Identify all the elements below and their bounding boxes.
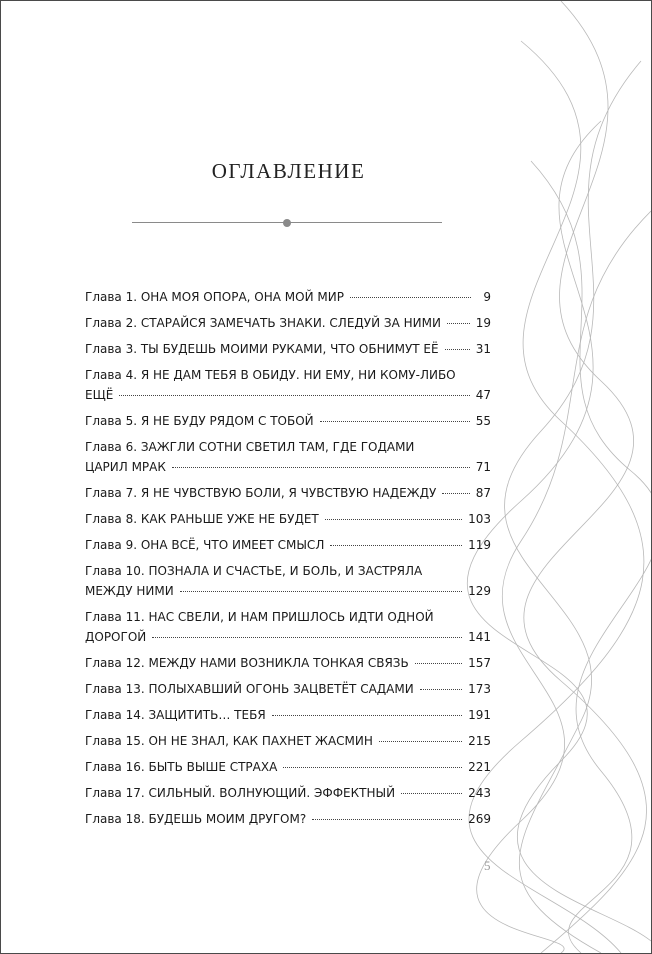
toc-entry-title: ДОРОГОЙ (85, 630, 147, 644)
divider-dot (283, 219, 291, 227)
dot-leader (180, 591, 462, 592)
toc-entry-title: Глава 7. Я НЕ ЧУВСТВУЮ БОЛИ, Я ЧУВСТВУЮ НАДЕЖДУ (85, 486, 437, 500)
toc-entry (85, 561, 491, 601)
toc-page-number: 191 (468, 708, 491, 722)
dot-leader (330, 545, 462, 546)
toc-entry (85, 783, 491, 803)
dot-leader (320, 421, 470, 422)
toc-page-number: 269 (468, 812, 491, 826)
toc-page-number: 103 (468, 512, 491, 526)
toc-page-number: 19 (475, 316, 491, 330)
toc-entry (85, 509, 491, 529)
toc-page-number: 119 (468, 538, 491, 552)
toc-entry-title: Глава 13. ПОЛЫХАВШИЙ ОГОНЬ ЗАЦВЕТЁТ САДАМИ (85, 682, 414, 696)
toc-entry (85, 535, 491, 555)
toc-entry-title: Глава 1. ОНА МОЯ ОПОРА, ОНА МОЙ МИР (85, 290, 344, 304)
toc-entry (85, 607, 491, 647)
toc-entry-title: Глава 3. ТЫ БУДЕШЬ МОИМИ РУКАМИ, ЧТО ОБНИМУТ ЕЁ (85, 342, 439, 356)
toc-entry-title: Глава 2. СТАРАЙСЯ ЗАМЕЧАТЬ ЗНАКИ. СЛЕДУЙ ЗА НИМИ (85, 316, 441, 330)
dot-leader (283, 767, 462, 768)
dot-leader (312, 819, 462, 820)
table-of-contents (85, 287, 491, 829)
toc-entry (85, 313, 491, 333)
toc-page-number: 87 (475, 486, 491, 500)
toc-entry (85, 731, 491, 751)
toc-page-number: 157 (468, 656, 491, 670)
toc-entry (85, 653, 491, 673)
toc-page-number: 141 (468, 630, 491, 644)
toc-entry (85, 483, 491, 503)
toc-entry-title: Глава 16. БЫТЬ ВЫШЕ СТРАХА (85, 760, 278, 774)
toc-page-number: 215 (468, 734, 491, 748)
toc-entry (85, 679, 491, 699)
toc-page-number: 71 (475, 460, 491, 474)
dot-leader (415, 663, 462, 664)
toc-entry (85, 365, 491, 405)
toc-entry-title: Глава 14. ЗАЩИТИТЬ… ТЕБЯ (85, 708, 266, 722)
toc-entry-title: Глава 17. СИЛЬНЫЙ. ВОЛНУЮЩИЙ. ЭФФЕКТНЫЙ (85, 786, 396, 800)
toc-entry-title: Глава 18. БУДЕШЬ МОИМ ДРУГОМ? (85, 812, 307, 826)
toc-entry-title: ЦАРИЛ МРАК (85, 460, 166, 474)
toc-page-number: 173 (468, 682, 491, 696)
toc-entry-title: Глава 8. КАК РАНЬШЕ УЖЕ НЕ БУДЕТ (85, 512, 319, 526)
toc-entry (85, 757, 491, 777)
dot-leader (445, 349, 470, 350)
toc-page-number: 243 (468, 786, 491, 800)
dot-leader (272, 715, 462, 716)
toc-entry-title: ЕЩЁ (85, 388, 114, 402)
toc-entry (85, 411, 491, 431)
dot-leader (379, 741, 462, 742)
dot-leader (420, 689, 462, 690)
dot-leader (350, 297, 471, 298)
dot-leader (119, 395, 469, 396)
toc-page-number: 129 (468, 584, 491, 598)
toc-page-number: 55 (475, 414, 491, 428)
toc-entry (85, 437, 491, 477)
toc-entry (85, 705, 491, 725)
dot-leader (325, 519, 462, 520)
toc-page-number: 47 (475, 388, 491, 402)
toc-entry (85, 809, 491, 829)
toc-entry-title: Глава 9. ОНА ВСЁ, ЧТО ИМЕЕТ СМЫСЛ (85, 538, 325, 552)
toc-page-number: 221 (468, 760, 491, 774)
dot-leader (172, 467, 470, 468)
page-number: 5 (484, 858, 491, 873)
toc-entry-title: Глава 15. ОН НЕ ЗНАЛ, КАК ПАХНЕТ ЖАСМИН (85, 734, 373, 748)
toc-entry-title: Глава 11. НАС СВЕЛИ, И НАМ ПРИШЛОСЬ ИДТИ ОДНОЙ (85, 610, 434, 624)
toc-entry (85, 339, 491, 359)
toc-entry-title: Глава 12. МЕЖДУ НАМИ ВОЗНИКЛА ТОНКАЯ СВЯЗЬ (85, 656, 409, 670)
dot-leader (447, 323, 470, 324)
toc-entry-title: Глава 6. ЗАЖГЛИ СОТНИ СВЕТИЛ ТАМ, ГДЕ ГОДАМИ (85, 440, 415, 454)
dot-leader (401, 793, 462, 794)
toc-page-number: 9 (483, 290, 491, 304)
dot-leader (442, 493, 469, 494)
toc-entry-title: Глава 5. Я НЕ БУДУ РЯДОМ С ТОБОЙ (85, 414, 314, 428)
page-title: ОГЛАВЛЕНИЕ (211, 159, 366, 183)
toc-page-number: 31 (475, 342, 491, 356)
toc-entry-title: МЕЖДУ НИМИ (85, 584, 174, 598)
toc-entry-title: Глава 10. ПОЗНАЛА И СЧАСТЬЕ, И БОЛЬ, И ЗАСТРЯЛА (85, 564, 423, 578)
dot-leader (152, 637, 462, 638)
toc-entry-title: Глава 4. Я НЕ ДАМ ТЕБЯ В ОБИДУ. НИ ЕМУ, НИ КОМУ-ЛИБО (85, 368, 456, 382)
toc-entry (85, 287, 491, 307)
